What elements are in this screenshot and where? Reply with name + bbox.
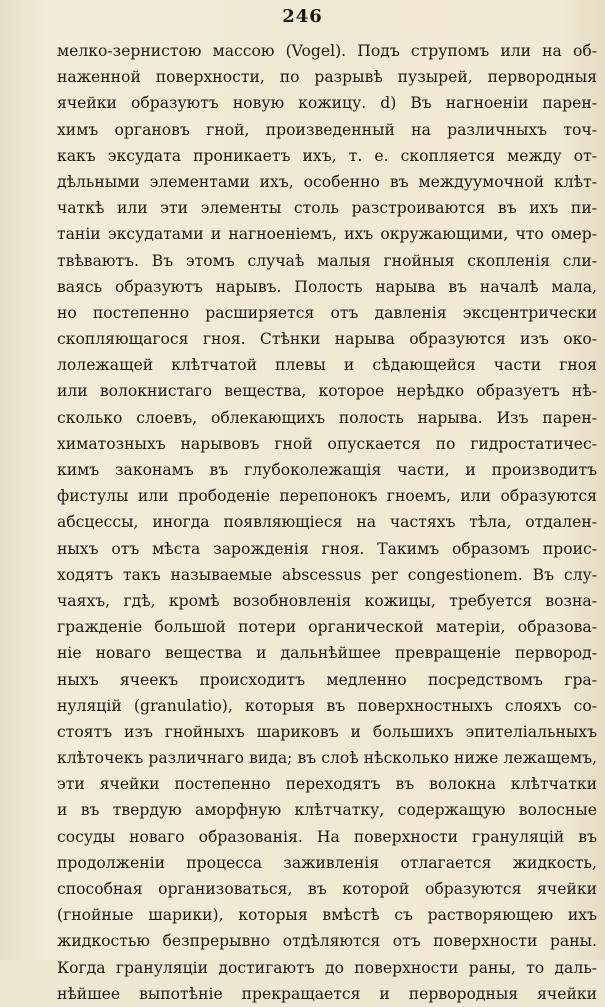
text-line: нѣйшее выпотѣніе прекращается и первородныя ячейки xyxy=(57,984,597,1003)
text-line: или волокнистаго вещества, которое нерѣдко образуетъ нѣ- xyxy=(57,382,597,401)
text-line: ячейки образуютъ новую кожицу. d) Въ нагноеніи парен- xyxy=(57,94,597,113)
text-line: чаяхъ, гдѣ, кромѣ возобновленія кожицы, требуется возна- xyxy=(57,591,597,610)
text-line: гражденіе большой потери органической матеріи, образова- xyxy=(57,618,597,637)
text-line: чаткѣ или эти элементы столь разстроиваются въ ихъ пи- xyxy=(57,199,597,218)
text-line: фистулы или прободеніе перепонокъ гноемъ, или образуются xyxy=(57,487,597,506)
text-line: таніи эксудатами и нагноеніемъ, ихъ окружающими, что омер- xyxy=(57,225,597,244)
text-line: но постепенно расширяется отъ давленія эксцентрически xyxy=(57,303,597,322)
text-line: сколько слоевъ, облекающихъ полость нарыва. Изъ парен- xyxy=(57,408,597,427)
text-line: и въ твердую аморфную клѣтчатку, содержащую волосные xyxy=(57,801,597,820)
text-line: сосуды новаго образованія. На поверхности грануляцій въ xyxy=(57,827,597,846)
text-line: скопляющагося гноя. Стѣнки нарыва образуются изъ око- xyxy=(57,330,597,349)
text-line: нуляцій (granulatio), которыя въ поверхностныхъ слояхъ со- xyxy=(57,696,597,715)
page-number: 246 xyxy=(282,6,323,27)
text-line: жидкостью безпрерывно отдѣляются отъ поверхности раны. xyxy=(57,932,597,951)
text-line: мелко-зернистою массою (Vogel). Подъ струпомъ или на об- xyxy=(57,42,597,60)
text-line: ваясь образуютъ нарывъ. Полость нарыва въ началѣ мала, xyxy=(57,277,597,296)
text-line: какъ эксудата проникаетъ ихъ, т. е. скопляется между от- xyxy=(57,146,597,165)
text-line: способная организоваться, въ которой образуются ячейки xyxy=(57,880,597,898)
text-line: наженной поверхности, по разрывѣ пузырей, первородныя xyxy=(57,68,597,87)
text-line: ходятъ такъ называемые abscessus per congestionem. Въ слу- xyxy=(57,565,597,584)
text-line: стоятъ изъ гнойныхъ шариковъ и большихъ эпителіальныхъ xyxy=(57,722,597,741)
text-line: абсцессы, иногда появляющіеся на частяхъ тѣла, отдален- xyxy=(57,513,597,532)
text-line: ныхъ отъ мѣста зарожденія гноя. Такимъ образомъ проис- xyxy=(57,539,597,558)
text-line: Когда грануляціи достигаютъ до поверхности раны, то даль- xyxy=(57,958,597,977)
text-line: ніе новаго вещества и дальнѣйшее превращеніе первород- xyxy=(57,644,597,663)
text-line: твѣваютъ. Въ этомъ случаѣ малыя гнойныя скопленія сли- xyxy=(57,251,597,270)
text-line: эти ячейки постепенно переходятъ въ волокна клѣтчатки xyxy=(57,775,597,794)
text-line: кимъ законамъ въ глубоколежащія части, и производитъ xyxy=(57,461,597,479)
text-line: лолежащей клѣтчатой плевы и сѣдающейся части гноя xyxy=(57,356,597,375)
text-line: дѣльными элементами ихъ, особенно въ междуумочной клѣт- xyxy=(57,172,597,191)
text-line: ныхъ ячеекъ происходитъ медленно посредствомъ гра- xyxy=(57,670,597,689)
body-text xyxy=(57,38,597,1007)
text-line: продолженіи процесса заживленія отлагается жидкость, xyxy=(57,853,597,872)
text-line: химъ органовъ гной, произведенный на различныхъ точ- xyxy=(57,120,597,139)
text-line: клѣточекъ различнаго вида; въ слоѣ нѣсколько ниже лежащемъ, xyxy=(57,749,597,768)
text-line: (гнойные шарики), которыя вмѣстѣ съ растворяющею ихъ xyxy=(57,906,597,925)
text-line: химатозныхъ нарывовъ гной опускается по гидростатичес- xyxy=(57,434,597,453)
